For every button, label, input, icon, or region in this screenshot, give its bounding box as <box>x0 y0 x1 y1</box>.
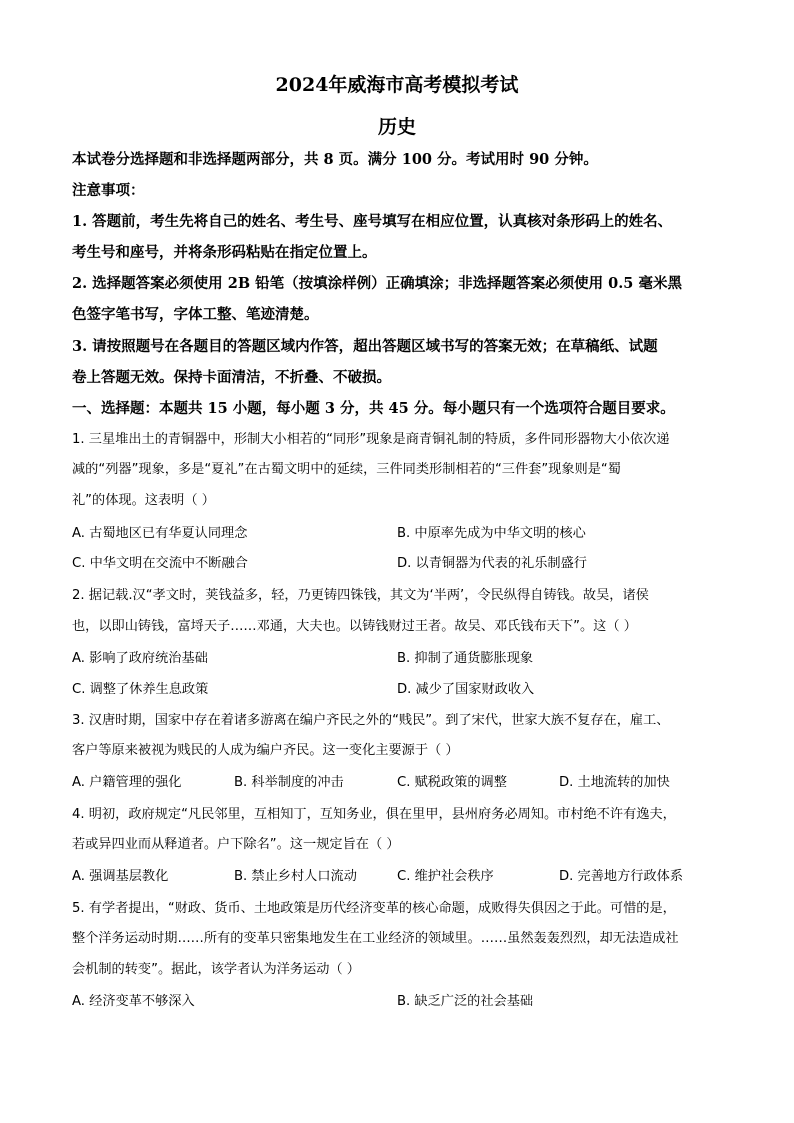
question-2-option-d: D. 减少了国家财政收入 <box>397 682 535 697</box>
question-5-line-1: 5. 有学者提出，“财政、货币、土地政策是历代经济变革的核心命题，成败得失俱因之于此。可惜的是， <box>72 901 676 916</box>
question-4-option-d: D. 完善地方行政体系 <box>559 869 684 884</box>
question-4-line-1: 4. 明初，政府规定“凡民邻里，互相知丁，互知务业，俱在里甲，县州府务必周知。市村绝不许有逸夫， <box>72 807 676 822</box>
question-1-line-1: 1. 三星堆出土的青铜器中，形制大小相若的“同形”现象是商青铜礼制的特质，多件同形器物大小依次递 <box>72 432 670 447</box>
exam-intro: 本试卷分选择题和非选择题两部分，共 8 页。满分 100 分。考试用时 90 分钟。 <box>72 151 598 168</box>
question-2-line-1: 2. 据记载.汉“孝文时，荚钱益多，轻，乃更铸四铢钱，其文为‘半两’，令民纵得自铸钱。故吴，诸侯 <box>72 588 649 603</box>
question-2-option-c: C. 调整了休养生息政策 <box>72 682 209 697</box>
notice-item-1-line-2: 考生号和座号，并将条形码粘贴在指定位置上。 <box>72 244 377 261</box>
notice-item-2-line-1: 2. 选择题答案必须使用 2B 铅笔（按填涂样例）正确填涂；非选择题答案必须使用 0.5 毫米黑 <box>72 275 682 292</box>
notice-item-1-line-1: 1. 答题前，考生先将自己的姓名、考生号、座号填写在相应位置，认真核对条形码上的姓名、 <box>72 213 673 230</box>
question-3-option-c: C. 赋税政策的调整 <box>397 775 507 790</box>
question-3-option-d: D. 土地流转的加快 <box>559 775 670 790</box>
question-4-option-c: C. 维护社会秩序 <box>397 869 494 884</box>
question-5-line-2: 整个洋务运动时期……所有的变革只密集地发生在工业经济的领域里。……虽然轰轰烈烈，却无法造成社 <box>72 931 679 946</box>
question-4-line-2: 若或异四业而从释道者。户下除名”。这一规定旨在（ ） <box>72 837 400 852</box>
question-3-option-a: A. 户籍管理的强化 <box>72 775 182 790</box>
exam-title: 2024年威海市高考模拟考试 <box>275 74 519 96</box>
question-4-option-a: A. 强调基层教化 <box>72 869 169 884</box>
notice-item-2-line-2: 色签字笔书写，字体工整、笔迹清楚。 <box>72 306 319 323</box>
question-1-option-a: A. 古蜀地区已有华夏认同理念 <box>72 526 248 541</box>
question-4-option-b: B. 禁止乡村人口流动 <box>234 869 357 884</box>
notice-item-3-line-2: 卷上答题无效。保持卡面清洁，不折叠、不破损。 <box>72 369 391 386</box>
question-3-option-b: B. 科举制度的冲击 <box>234 775 344 790</box>
question-3-line-2: 客户等原来被视为贱民的人成为编户齐民。这一变化主要源于（ ） <box>72 743 459 758</box>
question-2-option-b: B. 抑制了通货膨胀现象 <box>397 651 534 666</box>
section-heading: 一、选择题：本题共 15 小题，每小题 3 分，共 45 分。每小题只有一个选项符合题目要求。 <box>72 400 675 417</box>
question-2-option-a: A. 影响了政府统治基础 <box>72 651 208 666</box>
notice-heading: 注意事项： <box>72 182 145 199</box>
question-1-line-3: 礼”的体现。这表明（ ） <box>72 493 215 508</box>
question-5-line-3: 会机制的转变”。据此，该学者认为洋务运动（ ） <box>72 962 360 977</box>
question-5-option-b: B. 缺乏广泛的社会基础 <box>397 994 534 1009</box>
question-1-option-c: C. 中华文明在交流中不断融合 <box>72 556 248 571</box>
question-2-line-2: 也，以即山铸钱，富埒天子……邓通，大夫也。以铸钱财过王者。故吴、邓氏钱布天下”。这（ ） <box>72 619 637 634</box>
question-5-option-a: A. 经济变革不够深入 <box>72 994 195 1009</box>
notice-item-3-line-1: 3. 请按照题号在各题目的答题区域内作答，超出答题区域书写的答案无效；在草稿纸、试题 <box>72 338 658 355</box>
subject-title: 历史 <box>377 116 416 138</box>
question-3-line-1: 3. 汉唐时期，国家中存在着诸多游离在编户齐民之外的“贱民”。到了宋代，世家大族不复存在，雇工、 <box>72 713 670 728</box>
question-1-option-d: D. 以青铜器为代表的礼乐制盛行 <box>397 556 587 571</box>
question-1-line-2: 减的“列器”现象，多是“夏礼”在古蜀文明中的延续，三件同类形制相若的“三件套”现象则是“蜀 <box>72 462 621 477</box>
question-1-option-b: B. 中原率先成为中华文明的核心 <box>397 526 586 541</box>
